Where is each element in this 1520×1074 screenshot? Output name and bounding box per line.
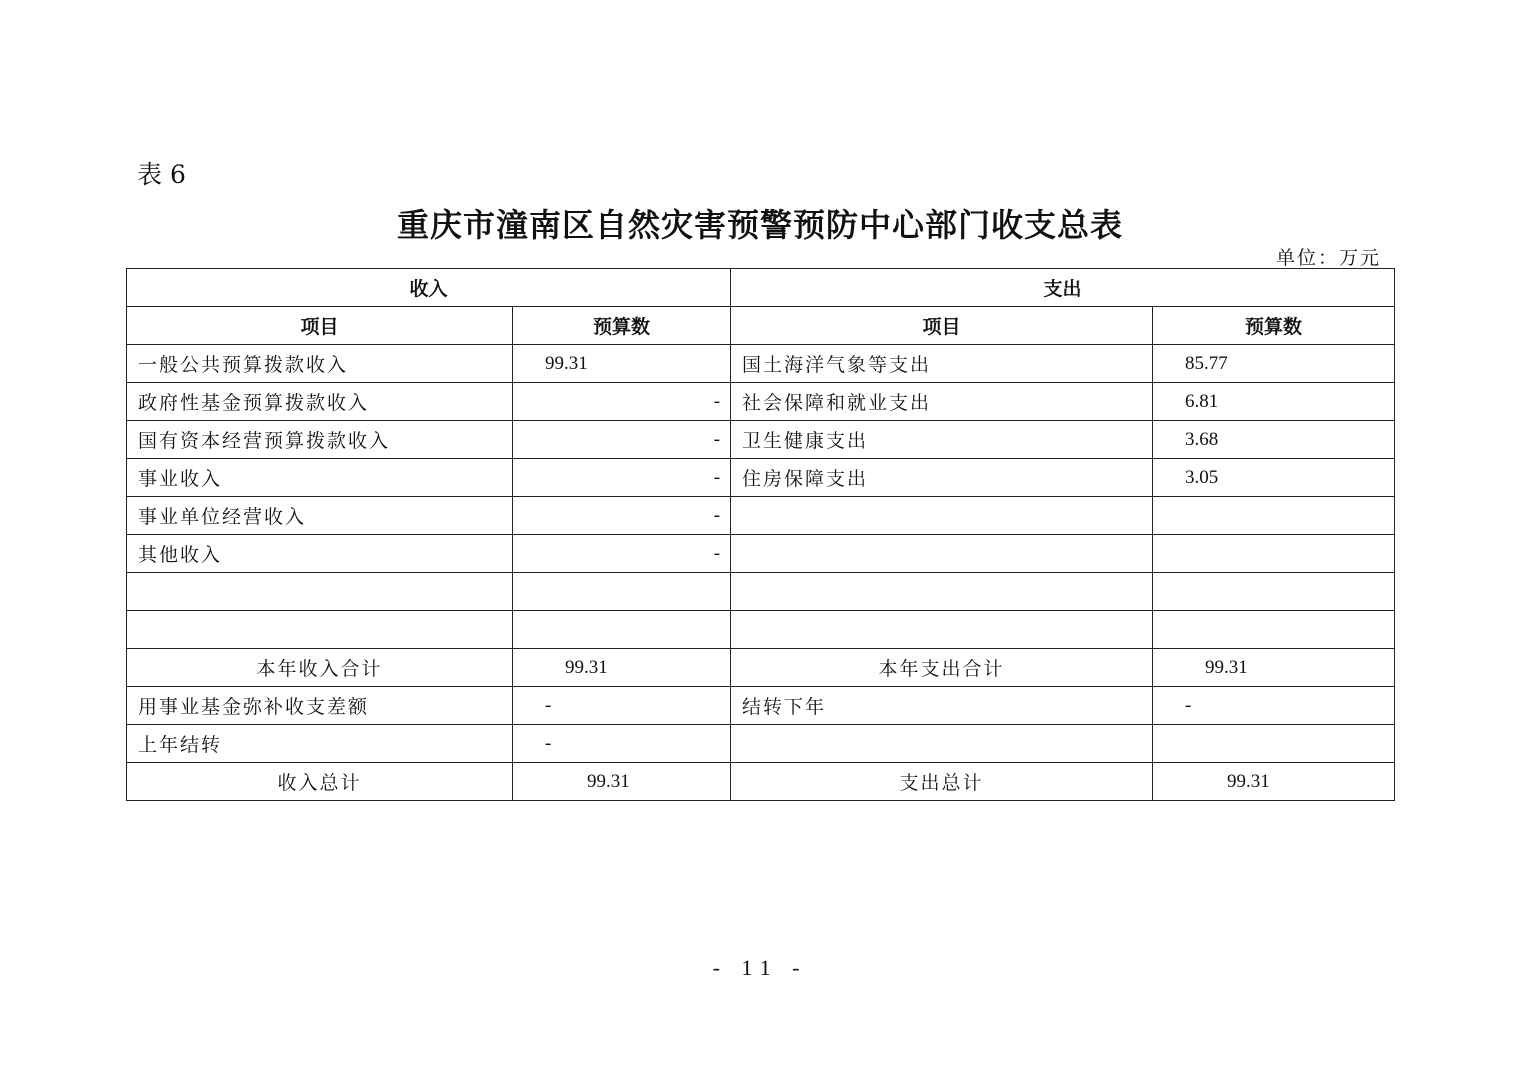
carry-forward-label: 结转下年	[731, 687, 1153, 725]
table-row	[127, 383, 1395, 421]
income-item: 其他收入	[127, 535, 513, 573]
income-item: 事业单位经营收入	[127, 497, 513, 535]
income-value: -	[513, 459, 731, 497]
income-item: 国有资本经营预算拨款收入	[127, 421, 513, 459]
carryover-row	[127, 725, 1395, 763]
expense-item: 住房保障支出	[731, 459, 1153, 497]
income-budget-header: 预算数	[513, 307, 731, 345]
prior-year-carryover-value: -	[513, 725, 731, 763]
income-item-header: 项目	[127, 307, 513, 345]
expense-value: 3.05	[1153, 459, 1395, 497]
empty-row	[127, 611, 1395, 649]
empty-row	[127, 573, 1395, 611]
income-section-header: 收入	[127, 269, 731, 307]
empty-cell	[1153, 611, 1395, 649]
income-item: 政府性基金预算拨款收入	[127, 383, 513, 421]
income-item: 一般公共预算拨款收入	[127, 345, 513, 383]
income-value: -	[513, 535, 731, 573]
fund-supplement-label: 用事业基金弥补收支差额	[127, 687, 513, 725]
expense-value: 6.81	[1153, 383, 1395, 421]
empty-cell	[731, 573, 1153, 611]
empty-cell	[127, 573, 513, 611]
expense-item	[731, 535, 1153, 573]
page-title: 重庆市潼南区自然灾害预警预防中心部门收支总表	[396, 206, 1123, 244]
prior-year-carryover-label: 上年结转	[127, 725, 513, 763]
expense-value: 85.77	[1153, 345, 1395, 383]
carry-forward-value: -	[1153, 687, 1395, 725]
expense-value: 3.68	[1153, 421, 1395, 459]
income-grand-total-value: 99.31	[513, 763, 731, 801]
income-grand-total-label: 收入总计	[127, 763, 513, 801]
section-header-row	[127, 269, 1395, 307]
table-row	[127, 497, 1395, 535]
expense-item: 社会保障和就业支出	[731, 383, 1153, 421]
expense-value	[1153, 497, 1395, 535]
expense-item: 卫生健康支出	[731, 421, 1153, 459]
page-number: - 11 -	[712, 955, 808, 980]
expense-section-header: 支出	[731, 269, 1395, 307]
empty-cell	[1153, 573, 1395, 611]
unit-label: 单位：万元	[1276, 247, 1382, 269]
grand-total-row	[127, 763, 1395, 801]
fund-supplement-value: -	[513, 687, 731, 725]
supplement-row	[127, 687, 1395, 725]
empty-cell	[127, 611, 513, 649]
expense-item	[731, 497, 1153, 535]
empty-cell	[513, 573, 731, 611]
column-header-row	[127, 307, 1395, 345]
empty-cell	[1153, 725, 1395, 763]
empty-cell	[513, 611, 731, 649]
empty-cell	[731, 611, 1153, 649]
income-value: -	[513, 421, 731, 459]
table-row	[127, 345, 1395, 383]
income-item: 事业收入	[127, 459, 513, 497]
budget-table	[126, 268, 1395, 801]
table-number-label: 表 6	[137, 160, 186, 189]
expense-value	[1153, 535, 1395, 573]
table-row	[127, 421, 1395, 459]
year-income-total-label: 本年收入合计	[127, 649, 513, 687]
table-row	[127, 535, 1395, 573]
year-expense-total-label: 本年支出合计	[731, 649, 1153, 687]
year-expense-total-value: 99.31	[1153, 649, 1395, 687]
income-value: 99.31	[513, 345, 731, 383]
expense-item: 国土海洋气象等支出	[731, 345, 1153, 383]
income-value: -	[513, 497, 731, 535]
empty-cell	[731, 725, 1153, 763]
table-row	[127, 459, 1395, 497]
year-income-total-value: 99.31	[513, 649, 731, 687]
expense-grand-total-value: 99.31	[1153, 763, 1395, 801]
expense-budget-header: 预算数	[1153, 307, 1395, 345]
expense-grand-total-label: 支出总计	[731, 763, 1153, 801]
income-value: -	[513, 383, 731, 421]
year-total-row	[127, 649, 1395, 687]
expense-item-header: 项目	[731, 307, 1153, 345]
